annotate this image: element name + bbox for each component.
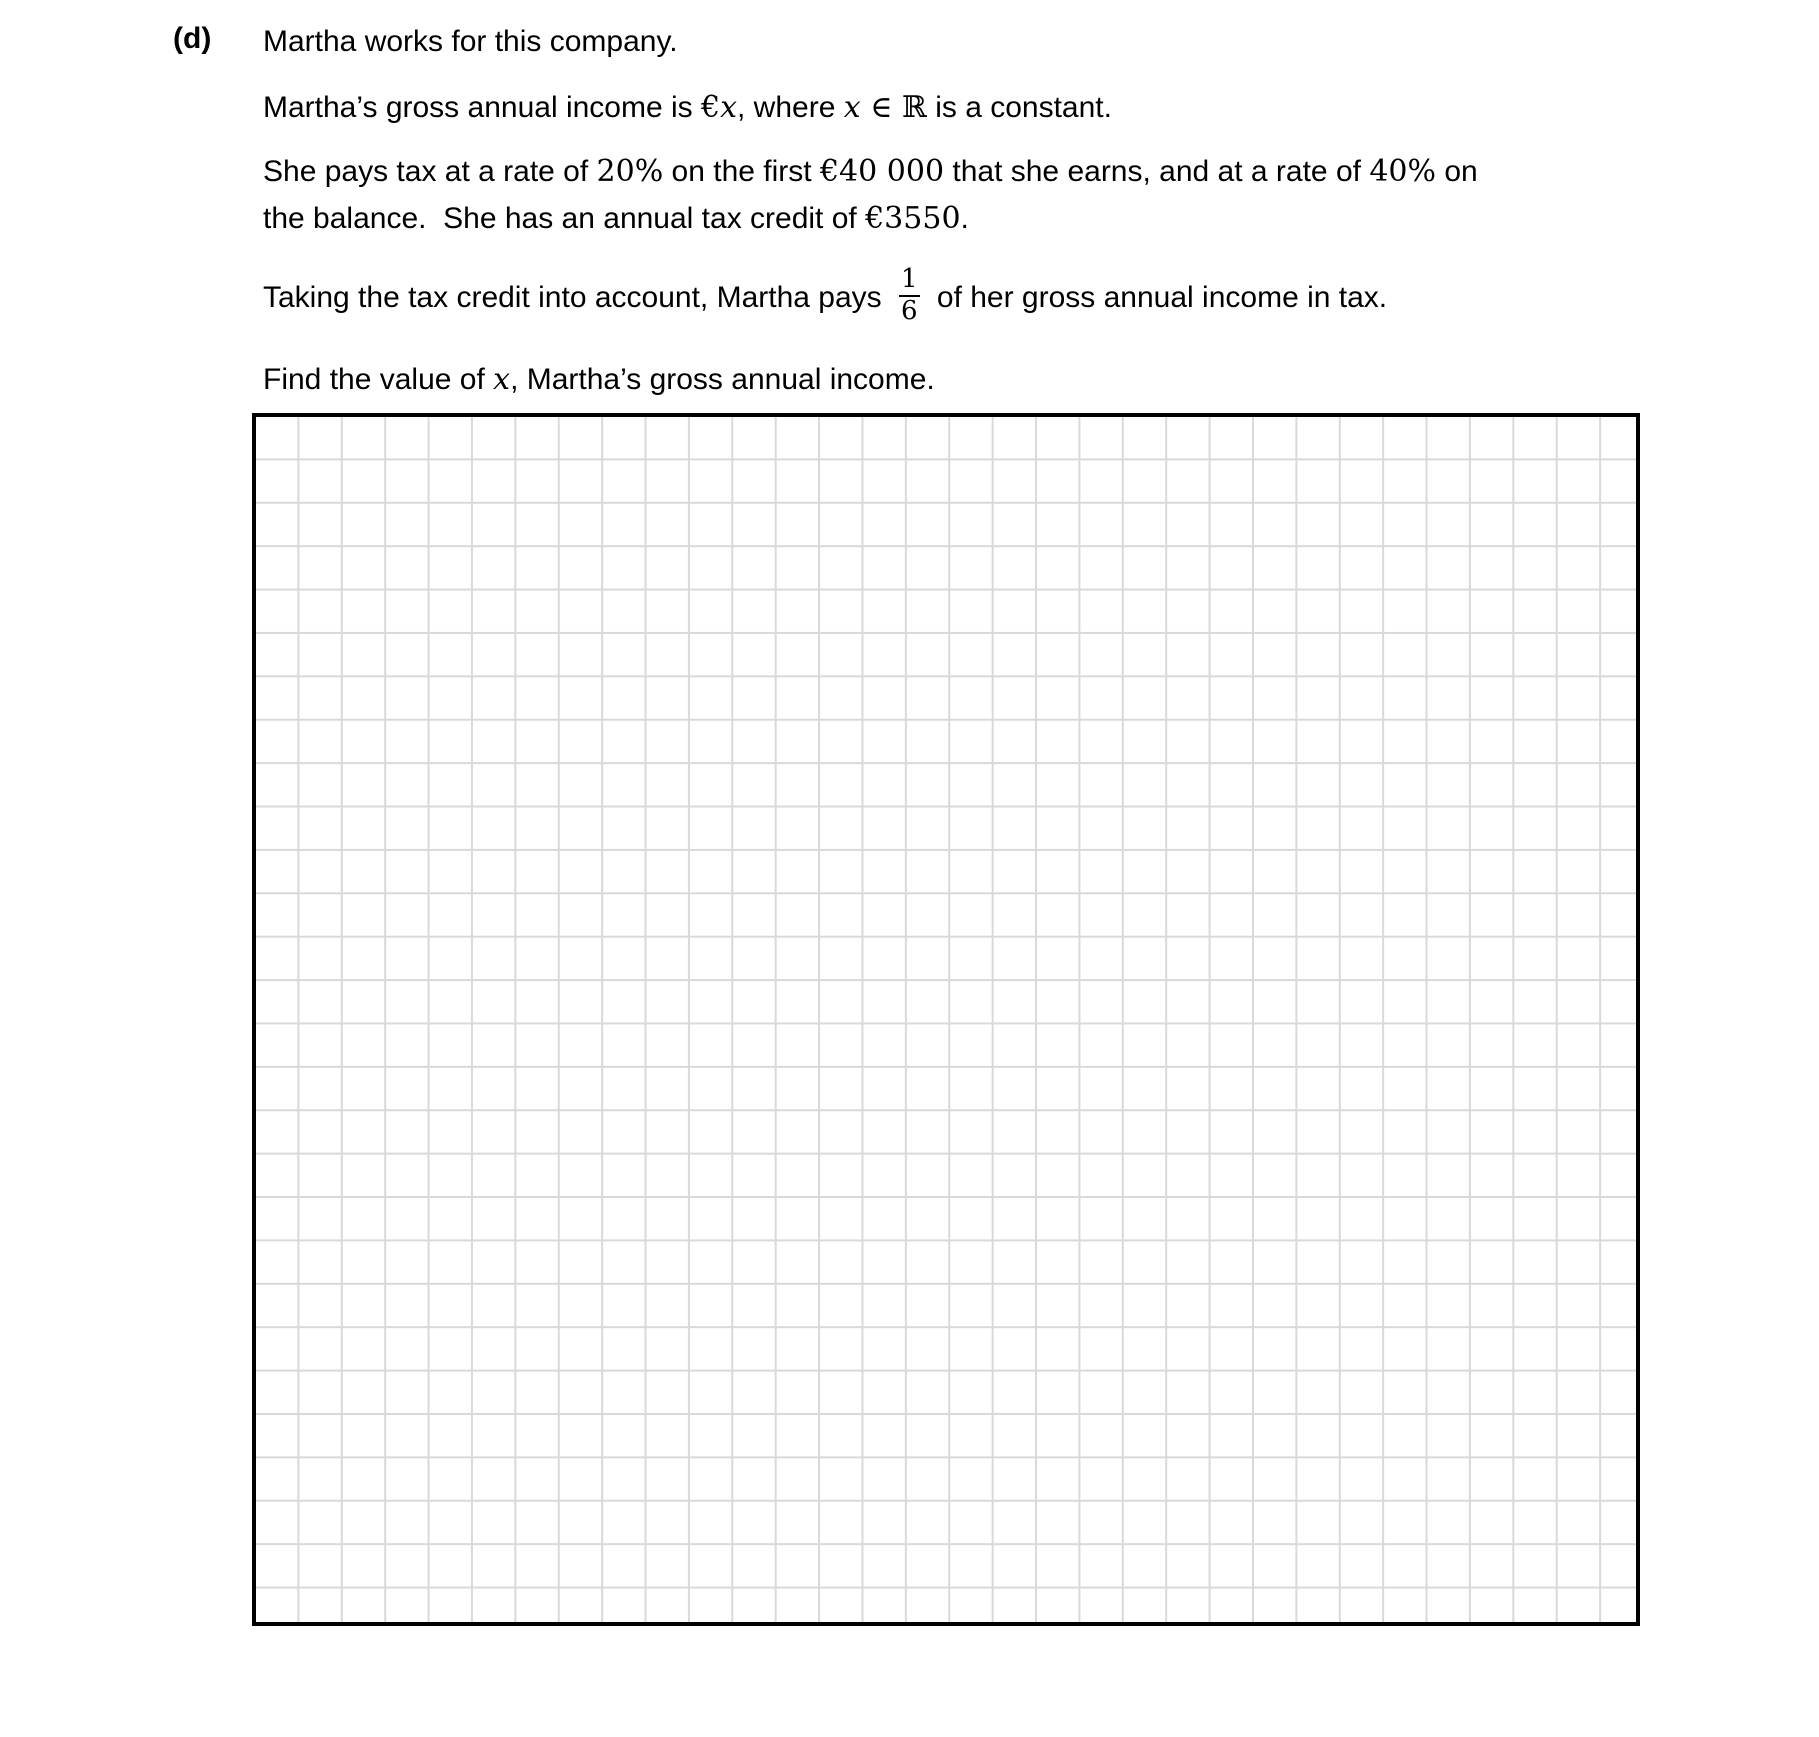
math-variable-x: x bbox=[720, 90, 738, 125]
text-segment: on bbox=[1436, 155, 1478, 188]
math-element-of-reals: ∈ ℝ bbox=[860, 90, 927, 125]
text-segment: , where bbox=[737, 91, 844, 124]
question-line-5 bbox=[263, 264, 1388, 330]
text-segment: of her gross annual income in tax. bbox=[928, 280, 1388, 314]
question-line-1 bbox=[263, 22, 678, 62]
question-line-4 bbox=[263, 199, 969, 239]
question-line-2 bbox=[263, 88, 1112, 128]
question-line-6 bbox=[263, 360, 935, 400]
text-segment: Taking the tax credit into account, Martha pays bbox=[263, 280, 890, 314]
text-segment: She pays tax at a rate of bbox=[263, 155, 597, 188]
question-line-3 bbox=[263, 152, 1478, 192]
text-segment: the balance. She has an annual tax credit of bbox=[263, 202, 866, 235]
text-segment: that she earns, and at a rate of bbox=[944, 155, 1370, 188]
text-segment: Martha works for this company. bbox=[263, 25, 678, 58]
fraction-denominator: 6 bbox=[901, 295, 918, 326]
question-part-label: (d) bbox=[173, 22, 212, 55]
text-segment: is a constant. bbox=[926, 91, 1112, 124]
euro-symbol: € bbox=[701, 90, 721, 125]
text-segment: , Martha’s gross annual income. bbox=[510, 363, 935, 396]
text-segment: Martha’s gross annual income is bbox=[263, 91, 701, 124]
math-number: €40 000 bbox=[819, 154, 945, 189]
text-segment: Find the value of bbox=[263, 363, 494, 396]
text-segment: on the first bbox=[663, 155, 820, 188]
fraction-numerator: 1 bbox=[901, 264, 918, 294]
math-variable-x: x bbox=[493, 362, 511, 397]
math-number: 40% bbox=[1369, 154, 1436, 189]
answer-grid[interactable] bbox=[252, 413, 1640, 1626]
text-segment: . bbox=[960, 202, 969, 235]
fraction-one-sixth bbox=[899, 265, 920, 327]
math-number: 20% bbox=[596, 154, 664, 189]
math-number: €3550 bbox=[865, 201, 961, 236]
math-variable-x: x bbox=[843, 90, 861, 125]
